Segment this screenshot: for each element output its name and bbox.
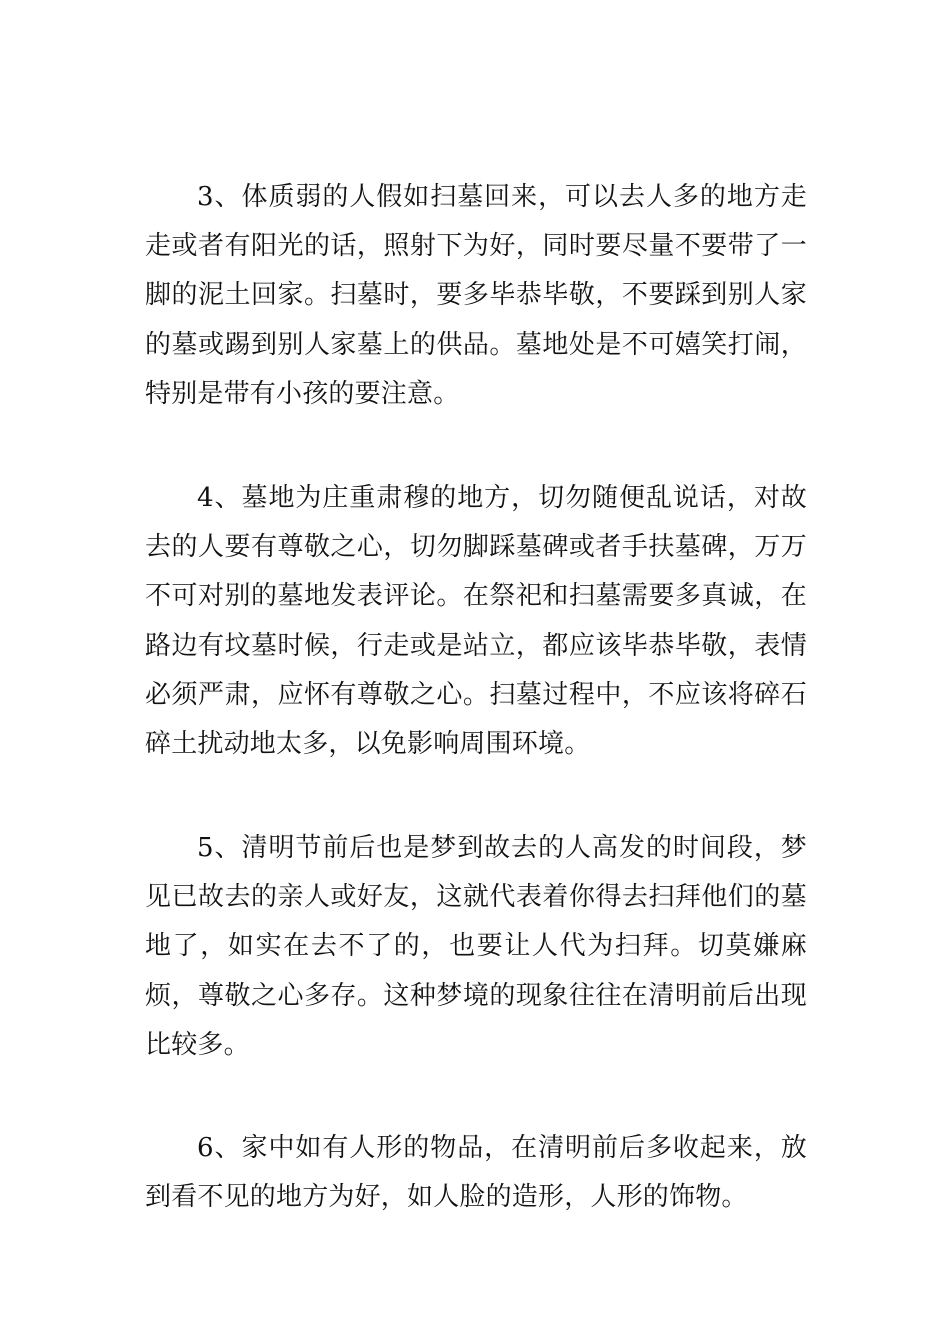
paragraph-3: 3、体质弱的人假如扫墓回来，可以去人多的地方走走或者有阳光的话，照射下为好，同时要尽量不要带了一脚的泥土回家。扫墓时，要多毕恭毕敬，不要踩到别人家的墓或踢到别人家墓上的供品。墓地处是不可嬉笑打闹，特别是带有小孩的要注意。	[145, 182, 807, 409]
paragraph-6: 6、家中如有人形的物品，在清明前后多收起来，放到看不见的地方为好，如人脸的造形，人形的饰物。	[145, 1133, 807, 1213]
paragraph-5: 5、清明节前后也是梦到故去的人高发的时间段，梦见已故去的亲人或好友，这就代表着你得去扫拜他们的墓地了，如实在去不了的，也要让人代为扫拜。切莫嫌麻烦，尊敬之心多存。这种梦境的现象往往在清明前后出现比较多。	[145, 833, 807, 1060]
paragraph-4: 4、墓地为庄重肃穆的地方，切勿随便乱说话，对故去的人要有尊敬之心，切勿脚踩墓碑或者手扶墓碑，万万不可对别的墓地发表评论。在祭祀和扫墓需要多真诚，在路边有坟墓时候，行走或是站立，都应该毕恭毕敬，表情必须严肃，应怀有尊敬之心。扫墓过程中，不应该将碎石碎土扰动地太多，以免影响周围环境。	[145, 483, 807, 760]
